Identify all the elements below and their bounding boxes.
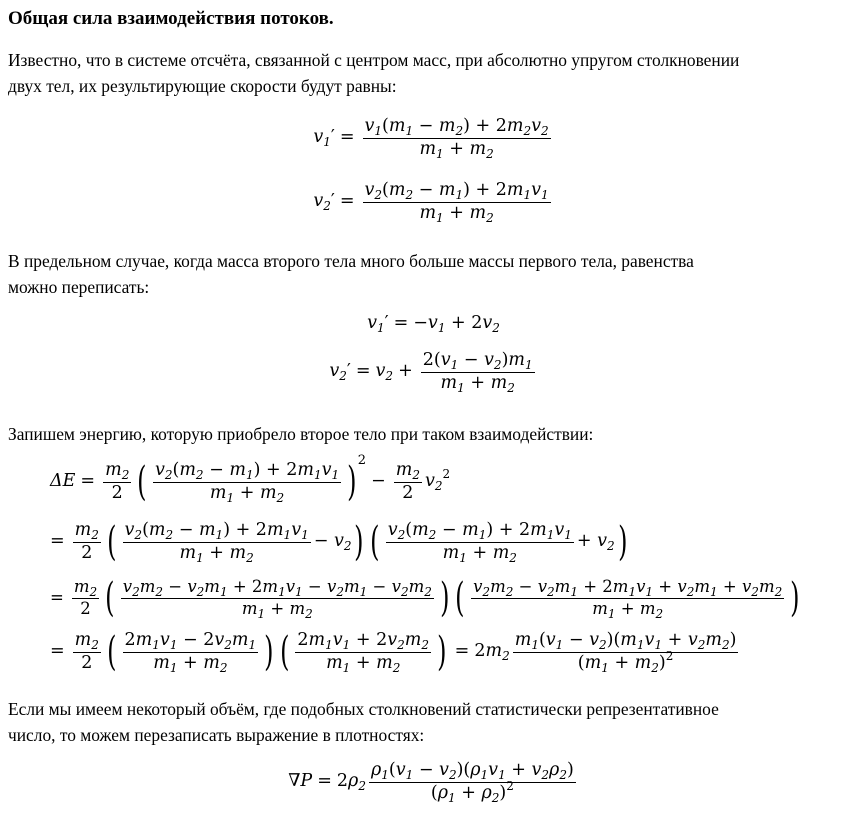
paragraph-density [8,696,860,748]
paragraph-limit-case [8,248,860,300]
paragraph-energy [8,421,860,447]
equation-step-4: = $\frac{m_2}{2}$ ( $\frac{2m_1v_1 - 2v_2m_1}{m_1 + m_2}$ ) ( $\frac{2m_1v_1 + 2v_2m_2}{m_1 + m_2}$ ) = $2m_2$ $\frac{m_1(v_1 - v_2)(m_1v_1 + v_2m_2)}{(m_1 + m_2)^2}$ [50,629,737,675]
equation-v2-prime-limit: $v_2'$ = $v_2$ + $\frac{2(v_1 - v_2)m_1}{m_1 + m_2}$ [329,350,533,395]
equation-step-3: = $\frac{m_2}{2}$ ( $\frac{v_2m_2 - v_2m_1 + 2m_1v_1 - v_2m_1 - v_2m_2}{m_1 + m_2}$ ) ( $\frac{v_2m_2 - v_2m_1 + 2m_1v_1 + v_2m_1 + v_2m_2}{m_1 + m_2}$ ) [50,575,800,621]
document-title: Общая сила взаимодействия потоков. [8,8,334,29]
paragraph-line: число, то можем перезаписать выражение в плотностях: [8,725,425,745]
paragraph-line: Если мы имеем некоторый объём, где подобных столкновений статистически репрезентативное [8,699,719,719]
paragraph-line: можно переписать: [8,277,150,297]
paragraph-line: Известно, что в системе отсчёта, связанной с центром масс, при абсолютно упругом столкновении [8,50,740,70]
equation-v2-prime: $v_2'$ = $\frac{v_2(m_2 - m_1) + 2m_1v_1}{m_1 + m_2}$ [313,180,549,225]
paragraph-line: Запишем энергию, которую приобрело второе тело при таком взаимодействии: [8,424,594,444]
equation-v1-prime-limit: $v_1'$ = $-v_1 + 2v_2$ [367,313,500,335]
paragraph-intro [8,47,860,99]
paragraph-line: В предельном случае, когда масса второго тела много больше массы первого тела, равенства [8,251,694,271]
paragraph-line: двух тел, их результирующие скорости будут равны: [8,76,397,96]
equation-pressure-gradient: ∇P = $2\rho_2$ $\frac{\rho_1(v_1 - v_2)(\rho_1v_1 + v_2\rho_2)}{(\rho_1 + \rho_2)^2}$ [288,760,574,805]
equation-step-2: = $\frac{m_2}{2}$ ( $\frac{v_2(m_2 - m_1) + 2m_1v_1}{m_1 + m_2}$ − $v_2$ ) ( $\frac{v_2(m_2 - m_1) + 2m_1v_1}{m_1 + m_2}$ + $v_2$ ) [50,519,628,565]
equation-v1-prime: $v_1'$ = $\frac{v_1(m_1 - m_2) + 2m_2v_2}{m_1 + m_2}$ [313,116,549,161]
equation-delta-energy: ΔE = $\frac{m_2}{2}$ ( $\frac{v_2(m_2 - m_1) + 2m_1v_1}{m_1 + m_2}$ ) 2 − $\frac{m_2}{2}$ $v_2^2$ [50,452,451,505]
